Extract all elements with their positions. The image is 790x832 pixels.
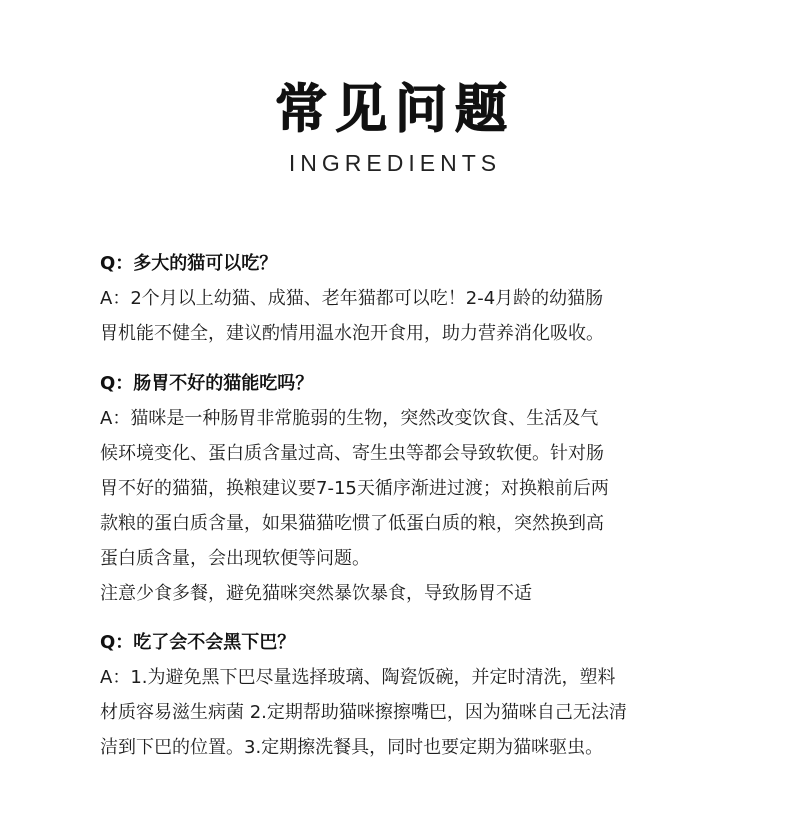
faq-question: Q：多大的猫可以吃？: [100, 253, 278, 274]
faq-answer-line: 款粮的蛋白质含量，如果猫猫吃惯了低蛋白质的粮，突然换到高: [100, 513, 604, 534]
faq-answer-line: 蛋白质含量，会出现软便等问题。: [100, 548, 370, 569]
faq-answer-line: 胃不好的猫猫，换粮建议要7-15天循序渐进过渡；对换粮前后两: [100, 478, 609, 499]
faq-answer-line: 材质容易滋生病菌 2.定期帮助猫咪擦擦嘴巴，因为猫咪自己无法清: [100, 702, 627, 723]
page-title: 常见问题: [274, 80, 515, 140]
faq-item-black-chin: [100, 625, 700, 765]
faq-item-age: [100, 246, 700, 351]
page-subtitle: INGREDIENTS: [288, 150, 502, 176]
faq-answer-line: A：1.为避免黑下巴尽量选择玻璃、陶瓷饭碗，并定时清洗，塑料: [100, 667, 616, 688]
faq-answer-line: 洁到下巴的位置。3.定期擦洗餐具，同时也要定期为猫咪驱虫。: [100, 737, 604, 758]
faq-answer-line: 候环境变化、蛋白质含量过高、寄生虫等都会导致软便。针对肠: [100, 443, 604, 464]
faq-answer-line: 胃机能不健全，建议酌情用温水泡开食用，助力营养消化吸收。: [100, 323, 604, 344]
faq-item-sensitive-stomach: [100, 366, 700, 611]
faq-answer-line: A：2个月以上幼猫、成猫、老年猫都可以吃！2-4月龄的幼猫肠: [100, 288, 604, 309]
faq-question: Q：肠胃不好的猫能吃吗？: [100, 373, 314, 394]
faq-question: Q：吃了会不会黑下巴？: [100, 632, 296, 653]
faq-answer-line: A：猫咪是一种肠胃非常脆弱的生物，突然改变饮食、生活及气: [100, 408, 599, 429]
faq-answer-line: 注意少食多餐，避免猫咪突然暴饮暴食，导致肠胃不适: [100, 583, 532, 604]
